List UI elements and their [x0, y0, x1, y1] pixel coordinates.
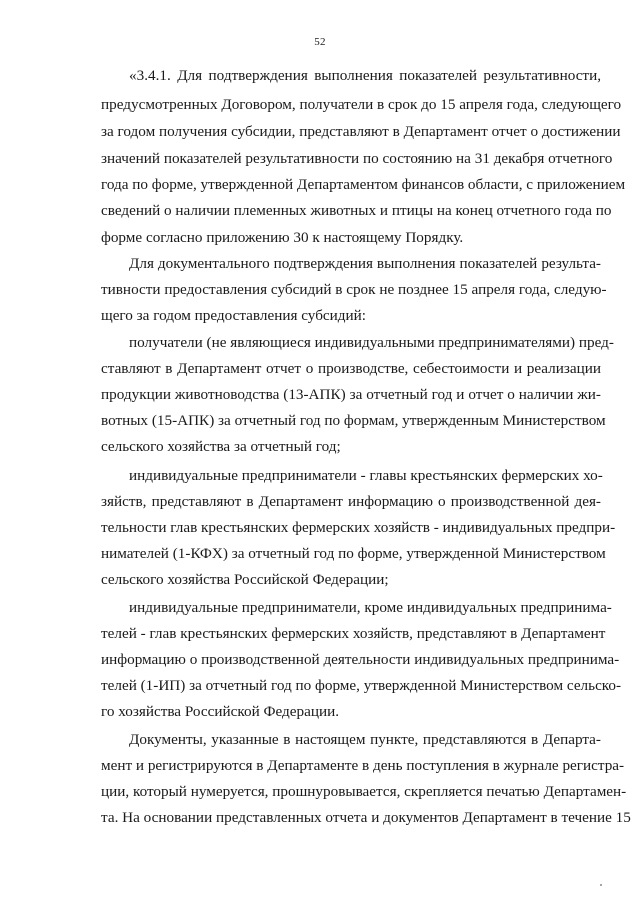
text-line: значений показателей результативности по состоянию на 31 декабря отчетного	[101, 150, 613, 167]
text-line: тивности предоставления субсидий в срок не позднее 15 апреля года, следую-	[101, 281, 607, 298]
text-line: за годом получения субсидии, представляют в Департамент отчет о достижении	[101, 123, 621, 140]
text-line: телей (1-ИП) за отчетный год по форме, утвержденной Министерством сельско-	[101, 677, 622, 694]
text-line: та. На основании представленных отчета и документов Департамент в течение 15	[101, 809, 631, 826]
text-line: мент и регистрируются в Департаменте в день поступления в журнале регистра-	[101, 757, 625, 774]
text-line: тельности глав крестьянских фермерских хозяйств - индивидуальных предпри-	[101, 519, 616, 536]
text-line: получатели (не являющиеся индивидуальными предпринимателями) пред-	[129, 334, 614, 351]
text-line: индивидуальные предприниматели, кроме индивидуальных предпринима-	[129, 599, 612, 616]
text-line: ставляют в Департамент отчет о производстве, себестоимости и реализации	[101, 360, 601, 377]
text-line: Для документального подтверждения выполнения показателей результа-	[129, 255, 601, 272]
text-line: го хозяйства Российской Федерации.	[101, 703, 340, 720]
text-line: сельского хозяйства за отчетный год;	[101, 438, 341, 455]
text-line: форме согласно приложению 30 к настоящему Порядку.	[101, 229, 464, 246]
text-line: вотных (15-АПК) за отчетный год по формам, утвержденным Министерством	[101, 412, 606, 429]
text-line: индивидуальные предприниматели - главы крестьянских фермерских хо-	[129, 467, 603, 484]
text-line: нимателей (1-КФХ) за отчетный год по форме, утвержденной Министерством	[101, 545, 606, 562]
text-line: года по форме, утвержденной Департаментом финансов области, с приложением	[101, 176, 626, 193]
scan-speck	[600, 884, 602, 886]
text-line: предусмотренных Договором, получатели в срок до 15 апреля года, следующего	[101, 96, 622, 113]
text-line: телей - глав крестьянских фермерских хозяйств, представляют в Департамент	[101, 625, 606, 642]
text-line: ции, который нумеруется, прошнуровывается, скрепляется печатью Департамен-	[101, 783, 627, 800]
text-line: Документы, указанные в настоящем пункте, представляются в Департа-	[129, 731, 601, 748]
text-line: щего за годом предоставления субсидий:	[101, 307, 366, 324]
text-line: сельского хозяйства Российской Федерации;	[101, 571, 389, 588]
page-number: 52	[314, 36, 326, 48]
text-line: «3.4.1. Для подтверждения выполнения показателей результативности,	[129, 67, 601, 84]
text-line: продукции животноводства (13-АПК) за отчетный год и отчет о наличии жи-	[101, 386, 601, 403]
text-line: сведений о наличии племенных животных и птицы на конец отчетного года по	[101, 202, 612, 219]
text-line: зяйств, представляют в Департамент информацию о производственной дея-	[101, 493, 601, 510]
text-line: информацию о производственной деятельности индивидуальных предпринима-	[101, 651, 620, 668]
